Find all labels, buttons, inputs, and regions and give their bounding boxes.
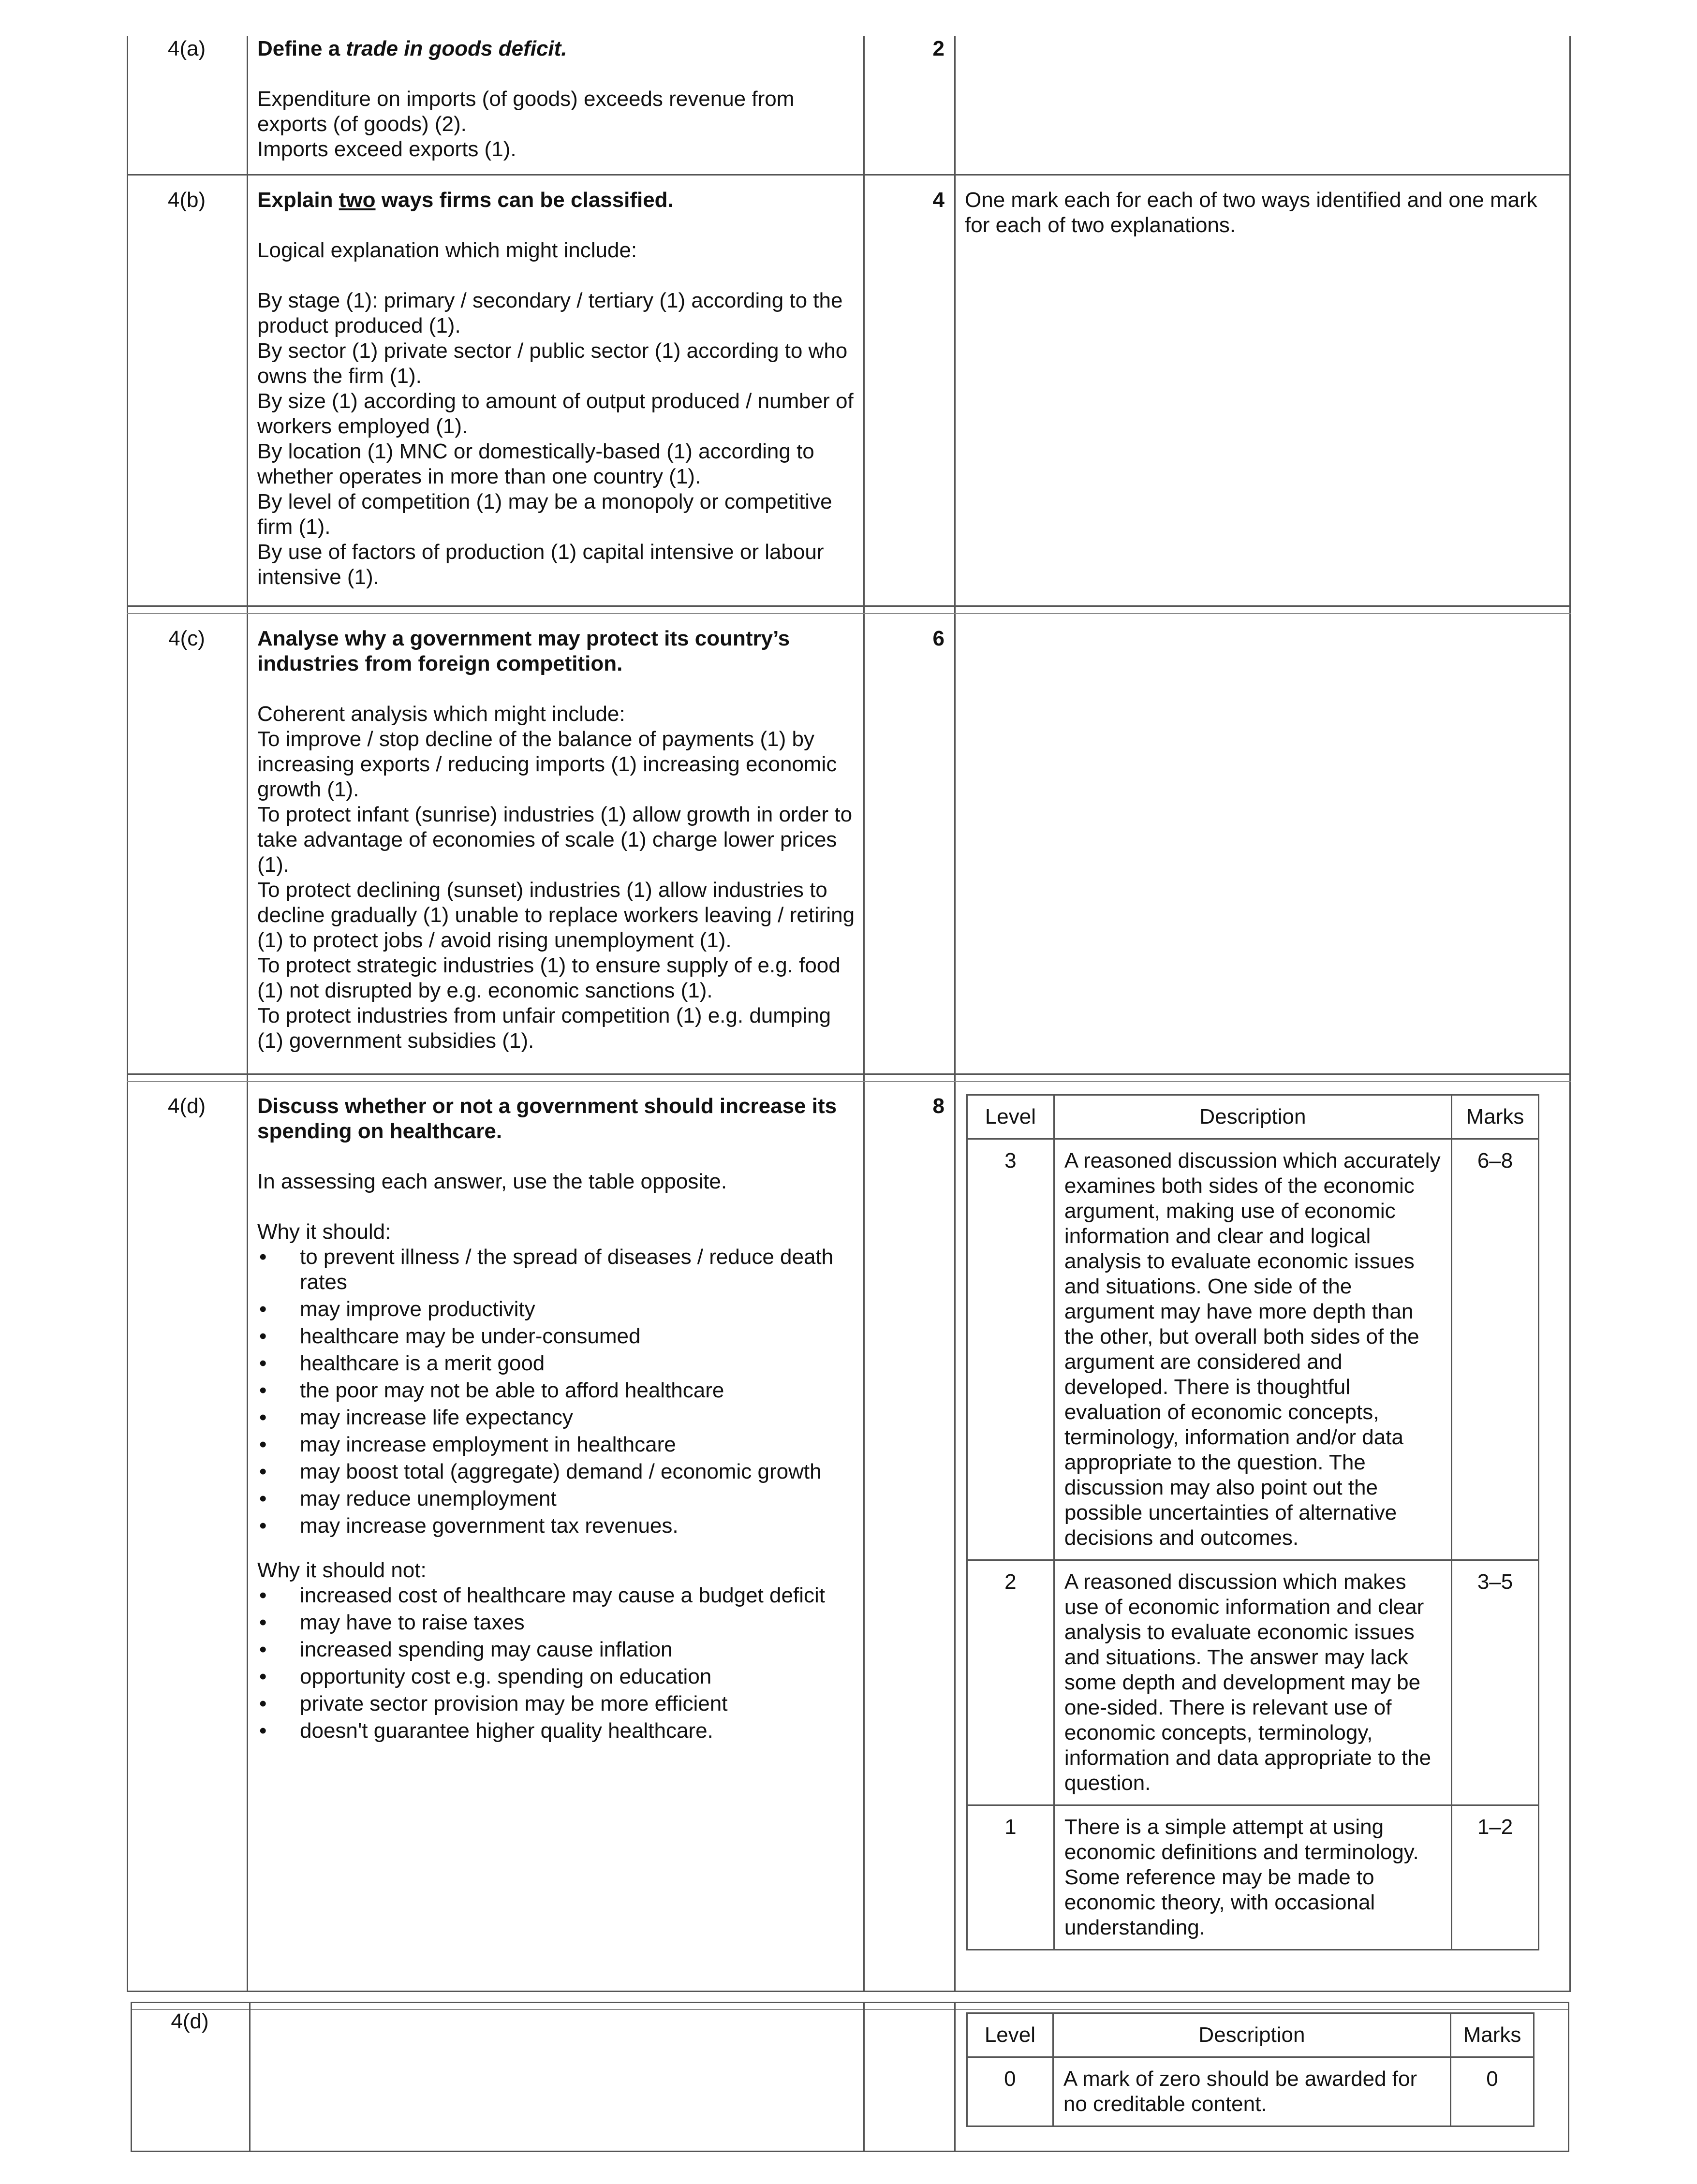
answer-intro: Logical explanation which might include: <box>257 238 637 262</box>
level-column-header: Level <box>967 2013 1053 2057</box>
column-divider-3 <box>954 36 956 1992</box>
marks-column-header: Marks <box>1451 2013 1534 2057</box>
answer-point: To protect infant (sunrise) industries (1) allow growth in order to take advantage of economies of scale (1) charge lower prices (1). <box>257 803 853 877</box>
question-number: 4(a) <box>167 37 206 60</box>
level-table-header <box>967 2013 1534 2057</box>
level-cell: 1 <box>967 1805 1054 1950</box>
row-separator <box>127 1073 1571 1075</box>
question-4d-content <box>257 1094 857 1745</box>
continuation-right-border <box>1568 2002 1569 2152</box>
row-separator <box>127 174 1571 176</box>
continuation-divider-3 <box>954 2002 956 2152</box>
marking-guidance: One mark each for each of two ways identified and one mark for each of two explanations. <box>965 188 1537 237</box>
list-item: • may have to raise taxes <box>257 1610 857 1635</box>
marks-cell: 3–5 <box>1452 1560 1539 1805</box>
answer-point: By stage (1): primary / secondary / tertiary (1) according to the product produced (1). <box>257 289 843 337</box>
list-item: • the poor may not be able to afford healthcare <box>257 1378 857 1403</box>
question-text <box>257 188 857 213</box>
question-text-pre: Define a <box>257 37 346 60</box>
level-cell: 0 <box>967 2057 1053 2126</box>
table-left-border <box>127 36 128 1992</box>
list-item: • increased spending may cause inflation <box>257 1637 857 1662</box>
column-divider-2 <box>863 36 865 1992</box>
row-separator <box>127 1081 1571 1082</box>
marks-value: 4 <box>932 188 944 212</box>
description-cell: A reasoned discussion which makes use of economic information and clear analysis to evaluate economic issues and situations. The answer may lack some depth and development may be one-sided. There is relevant use of economic concepts, terminology, information and data appropriate to the question. <box>1054 1560 1451 1805</box>
row-separator <box>127 613 1571 614</box>
list-item: • may reduce unemployment <box>257 1486 857 1511</box>
question-number: 4(d) <box>171 2009 209 2033</box>
answer-point: To protect industries from unfair competition (1) e.g. dumping (1) government subsidies (1). <box>257 1004 831 1053</box>
column-divider-1 <box>247 36 248 1992</box>
question-4c-content <box>257 626 857 1054</box>
question-text-post: ways firms can be classified. <box>375 188 674 212</box>
description-column-header: Description <box>1054 1095 1451 1139</box>
list-item: • healthcare is a merit good <box>257 1351 857 1376</box>
question-4a-content <box>257 36 857 162</box>
level-column-header: Level <box>967 1095 1054 1139</box>
level-table-header <box>967 1095 1539 1139</box>
answer-point: By level of competition (1) may be a monopoly or competitive firm (1). <box>257 490 832 539</box>
answer-intro: Coherent analysis which might include: <box>257 702 625 726</box>
for-heading: Why it should: <box>257 1220 391 1244</box>
table-row <box>967 1139 1539 1560</box>
table-right-border <box>1569 36 1571 1992</box>
table-row <box>967 1805 1539 1950</box>
marks-value: 6 <box>932 627 944 650</box>
question-4b-content <box>257 188 857 590</box>
answer-line: Expenditure on imports (of goods) exceeds revenue from exports (of goods) (2). <box>257 87 795 136</box>
continuation-divider-2 <box>863 2002 865 2152</box>
level-descriptor-table-continued <box>966 2012 1535 2127</box>
description-column-header: Description <box>1053 2013 1450 2057</box>
question-underlined-word: two <box>339 188 376 212</box>
list-item: • doesn't guarantee higher quality healthcare. <box>257 1718 857 1744</box>
continuation-top-border-inner <box>131 2009 1569 2010</box>
answer-point: To protect strategic industries (1) to ensure supply of e.g. food (1) not disrupted by e.g. economic sanctions (1). <box>257 953 841 1002</box>
answer-point: To protect declining (sunset) industries (1) allow industries to decline gradually (1) unable to replace workers leaving / retiring (1) to protect jobs / avoid rising unemployment (1). <box>257 878 855 952</box>
answer-point: By use of factors of production (1) capital intensive or labour intensive (1). <box>257 540 824 589</box>
answer-point: By location (1) MNC or domestically-based (1) according to whether operates in more than one country (1). <box>257 440 814 488</box>
answer-point: By size (1) according to amount of output produced / number of workers employed (1). <box>257 389 854 438</box>
list-item: • healthcare may be under-consumed <box>257 1324 857 1349</box>
list-item: • may improve productivity <box>257 1297 857 1322</box>
description-cell: A mark of zero should be awarded for no creditable content. <box>1053 2057 1450 2126</box>
table-bottom-border <box>127 1991 1571 1992</box>
answer-point: To improve / stop decline of the balance of payments (1) by increasing exports / reducing imports (1) increasing economic growth (1). <box>257 727 837 801</box>
description-cell: There is a simple attempt at using economic definitions and terminology. Some reference may be made to economic theory, with occasional understanding. <box>1054 1805 1451 1950</box>
question-number: 4(d) <box>167 1094 206 1118</box>
level-descriptor-table <box>966 1094 1539 1950</box>
question-term: trade in goods deficit. <box>346 37 567 60</box>
marks-cell: 1–2 <box>1452 1805 1539 1950</box>
level-cell: 3 <box>967 1139 1054 1560</box>
continuation-bottom-border <box>131 2151 1569 2152</box>
against-heading: Why it should not: <box>257 1558 427 1582</box>
description-cell: A reasoned discussion which accurately examines both sides of the economic argument, making use of economic information and clear and logical analysis to evaluate economic issues and situations. One side of the argument may have more depth than the other, but overall both sides of the argument are considered and developed. There is thoughtful evaluation of economic concepts, terminology, information and/or data appropriate to the question. The discussion may also point out the possible uncertainties of alternative decisions and outcomes. <box>1054 1139 1451 1560</box>
question-text: Analyse why a government may protect its country’s industries from foreign competition. <box>257 627 790 675</box>
table-row <box>967 2057 1534 2126</box>
question-text <box>257 36 857 61</box>
list-item: • opportunity cost e.g. spending on education <box>257 1664 857 1689</box>
list-item: • may increase life expectancy <box>257 1405 857 1430</box>
row-separator <box>127 605 1571 607</box>
list-item: • increased cost of healthcare may cause a budget deficit <box>257 1583 857 1608</box>
marks-cell: 0 <box>1451 2057 1534 2126</box>
for-list <box>257 1245 857 1539</box>
question-number: 4(c) <box>168 627 205 650</box>
against-list <box>257 1583 857 1744</box>
marks-value: 2 <box>932 37 944 60</box>
question-number: 4(b) <box>167 188 206 212</box>
question-text-pre: Explain <box>257 188 339 212</box>
level-cell: 2 <box>967 1560 1054 1805</box>
marks-column-header: Marks <box>1452 1095 1539 1139</box>
list-item: • to prevent illness / the spread of diseases / reduce death rates <box>257 1245 857 1295</box>
continuation-divider-1 <box>249 2002 251 2152</box>
answer-point: By sector (1) private sector / public sector (1) according to who owns the firm (1). <box>257 339 848 388</box>
answer-line: Imports exceed exports (1). <box>257 137 516 161</box>
table-row <box>967 1560 1539 1805</box>
answer-intro: In assessing each answer, use the table opposite. <box>257 1170 727 1193</box>
marks-cell: 6–8 <box>1452 1139 1539 1560</box>
question-text: Discuss whether or not a government should increase its spending on healthcare. <box>257 1094 837 1143</box>
marks-value: 8 <box>932 1094 944 1118</box>
list-item: • may increase government tax revenues. <box>257 1513 857 1539</box>
list-item: • may increase employment in healthcare <box>257 1432 857 1457</box>
list-item: • private sector provision may be more efficient <box>257 1691 857 1716</box>
list-item: • may boost total (aggregate) demand / economic growth <box>257 1459 857 1484</box>
continuation-top-border <box>131 2002 1569 2003</box>
